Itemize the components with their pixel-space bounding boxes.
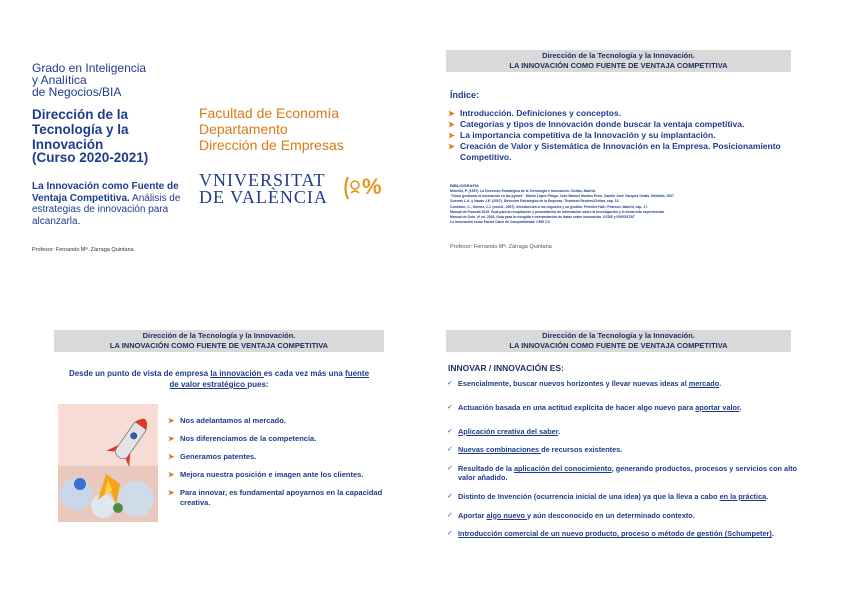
intro-fragment: pues:	[247, 380, 269, 389]
arrow-icon: ➤	[168, 452, 175, 461]
item-text: Nos adelantamos al mercado.	[180, 416, 286, 425]
biblio-item: Morcillo, P. (1997). La Dirección Estratégica de la Tecnología e Innovación. Civitas, Madrid.	[450, 189, 596, 193]
arrow-icon: ➤	[168, 416, 175, 425]
slide-header	[54, 330, 384, 352]
check-icon: ✓	[447, 380, 453, 387]
item-link[interactable]: aportar valor	[695, 402, 740, 412]
title-line: Tecnología y la	[32, 122, 129, 137]
item-text: Actuación basada en una actitud explícita de hacer algo nuevo para	[458, 402, 696, 412]
list-item	[446, 446, 806, 455]
item-text: Esencialmente, buscar nuevos horizontes y llevar nuevas ideas al	[458, 379, 689, 388]
lecture-description	[32, 181, 192, 227]
title-line: Dirección de la	[32, 107, 129, 122]
list-item	[168, 434, 388, 444]
check-icon: ✓	[447, 403, 453, 411]
header-line: Dirección de la Tecnología y la Innovación.	[142, 331, 296, 340]
intro-link[interactable]: fuente de valor estratégico	[169, 369, 370, 389]
list-item	[168, 416, 388, 426]
biblio-item: Comisión, C., Gómez, J.J. (coord., 2007). Introducción a los negocios y su gestión. Prentice Hall / Pearson, Madrid, cap. 17.	[450, 204, 649, 209]
item-text: y aún desconocido en un determinado contexto.	[526, 510, 695, 520]
list-item	[448, 119, 793, 130]
item-text: Nos diferenciamos de la competencia.	[180, 434, 317, 443]
item-link[interactable]: en la práctica	[719, 491, 767, 501]
item-text: Distinto de Invención (ocurrencia inicial de una idea) ya que la lleva a cabo	[458, 491, 720, 501]
item-text: Introducción. Definiciones y conceptos.	[460, 108, 622, 118]
check-icon: ✓	[447, 446, 453, 454]
list-item	[446, 530, 806, 539]
degree-line: Grado en Inteligencia	[32, 61, 147, 75]
slide-header	[446, 50, 791, 72]
lecture-subtopic: Análisis de estrategias de innovación para alcanzarla.	[32, 192, 181, 227]
check-icon: ✓	[447, 492, 453, 500]
item-link[interactable]: mercado	[688, 379, 720, 388]
percent-sign: %	[362, 174, 383, 199]
title-line: Innovación	[32, 137, 104, 152]
faculty-info	[199, 105, 419, 153]
professor-name: Profesor: Fernando Mª. Zárraga Quintana	[450, 244, 552, 250]
check-icon: ✓	[447, 427, 453, 435]
list-item	[168, 488, 388, 507]
bibliography-heading: BIBLIOGRAFÍA	[450, 183, 479, 188]
rocket-illustration-icon	[58, 404, 158, 522]
list-item	[448, 108, 793, 119]
check-icon: ✓	[447, 465, 453, 473]
logo-line: VNIVERSITAT	[199, 170, 326, 190]
header-line: Dirección de la Tecnología y la Innovación.	[542, 51, 695, 60]
slide-index	[446, 50, 846, 300]
list-item	[446, 465, 806, 483]
list-item	[446, 512, 806, 521]
header-line: Dirección de la Tecnología y la Innovación.	[542, 331, 695, 340]
list-item	[168, 470, 388, 480]
percent-logo-icon	[342, 174, 383, 201]
biblio-item: Manual de Frascati 2015. Guía para la recopilación y presentación de información sobre la investigación y el desarrollo experimental	[450, 209, 664, 214]
item-text: Creación de Valor y Sistemática de Innovación en la Empresa. Posicionamiento Competitivo.	[460, 141, 781, 162]
arrow-icon: ➤	[168, 470, 175, 479]
item-text: .	[766, 491, 769, 501]
arrow-icon: ➤	[448, 120, 455, 129]
biblio-item: Guerras L.A. y Navas J.E. (2007). Dirección Estratégica de la Empresa. Thomson Reuters/Civitas, cap. 10.	[450, 199, 620, 204]
item-text: .	[739, 402, 742, 412]
item-link[interactable]: aplicación del conocimiento	[513, 464, 612, 474]
arrow-icon: ➤	[448, 131, 455, 140]
biblio-item: "Cómo gestionar la innovación en las pymes". Martín López Pliego, José Manuel Montes Peón, Camilo José Vázquez Ordás. Netbiblo, 2007	[450, 194, 675, 199]
list-item	[448, 141, 793, 163]
header-line: LA INNOVACIÓN COMO FUENTE DE VENTAJA COMPETITIVA	[509, 341, 728, 350]
item-text: La importancia competitiva de la Innovación y su implantación.	[460, 130, 716, 140]
index-list	[448, 108, 793, 163]
definitions-heading: INNOVAR / INNOVACIÓN ES:	[448, 363, 564, 373]
arrow-icon: ➤	[168, 434, 175, 443]
biblio-item: La Innovación como Factor Clave de Competitividad. CEEI CV.	[450, 220, 551, 225]
logo-line: DE VALÈNCIA	[199, 187, 328, 207]
list-item	[446, 428, 806, 437]
check-icon: ✓	[447, 530, 453, 538]
intro-text	[64, 368, 374, 390]
list-item	[168, 452, 388, 462]
list-item	[448, 130, 793, 141]
list-item	[446, 493, 806, 502]
course-year: (Curso 2020-2021)	[32, 150, 149, 165]
item-link[interactable]: algo nuevo	[486, 510, 527, 520]
item-text: Mejora nuestra posición e imagen ante los clientes.	[180, 470, 364, 479]
slide-header	[446, 330, 791, 352]
bracket-head-icon	[342, 175, 362, 201]
arrow-icon: ➤	[448, 142, 455, 151]
professor-name: Profesor: Fernando Mª. Zárraga Quintana	[32, 247, 134, 253]
faculty-line: Dirección de Empresas	[199, 137, 344, 153]
slide-cover	[24, 50, 424, 300]
bibliography-list	[450, 189, 790, 225]
lecture-topic: La Innovación como Fuente de Ventaja Competitiva.	[32, 181, 179, 204]
item-text: Generamos patentes.	[180, 452, 257, 461]
degree-line: de Negocios/BIA	[32, 85, 122, 99]
list-item	[446, 404, 806, 413]
slide-strategic-value	[54, 330, 454, 580]
degree-line: y Analítica	[32, 73, 87, 87]
item-link[interactable]: Aplicación creativa del saber	[458, 426, 559, 436]
check-icon: ✓	[447, 511, 453, 519]
header-line: LA INNOVACIÓN COMO FUENTE DE VENTAJA COMPETITIVA	[109, 341, 329, 350]
biblio-item: Manual de Oslo. 4ª ed. 2018. Guía para la recogida e interpretación de datos sobre innovación. OCDE y EUROSTAT	[450, 215, 635, 220]
intro-fragment: Desde un punto de vista de empresa	[68, 369, 211, 378]
arrow-icon: ➤	[168, 488, 175, 497]
item-text: .	[771, 529, 774, 539]
definitions-list	[446, 376, 806, 539]
list-item	[446, 380, 806, 389]
degree-name	[32, 62, 146, 98]
slide-definitions	[446, 330, 846, 580]
item-text: Resultado de la	[458, 464, 514, 474]
item-text: de recursos existentes.	[541, 445, 623, 455]
intro-link[interactable]: la innovación	[210, 369, 264, 378]
faculty-line: Facultad de Economía	[199, 105, 340, 121]
item-text: Aportar	[458, 510, 487, 520]
benefits-list	[168, 416, 388, 516]
item-text: , generando productos, procesos y servicios con alto valor añadido.	[458, 464, 797, 482]
item-text: .	[558, 426, 561, 436]
faculty-line: Departamento	[199, 121, 288, 137]
arrow-icon: ➤	[448, 109, 455, 118]
course-title	[32, 107, 192, 152]
item-text: Para innovar, es fundamental apoyarnos en la capacidad creativa.	[180, 488, 383, 507]
item-link[interactable]: Nuevas combinaciones	[458, 445, 542, 455]
index-heading: Índice:	[450, 90, 480, 100]
header-line: LA INNOVACIÓN COMO FUENTE DE VENTAJA COMPETITIVA	[509, 61, 728, 70]
item-text: Categorías y tipos de Innovación donde buscar la ventaja competitiva.	[460, 119, 745, 129]
item-link[interactable]: Introducción comercial de un nuevo producto, proceso o método de gestión (Schumpeter)	[458, 529, 772, 539]
intro-fragment: es cada vez más una	[263, 369, 346, 378]
item-text: .	[719, 379, 722, 388]
